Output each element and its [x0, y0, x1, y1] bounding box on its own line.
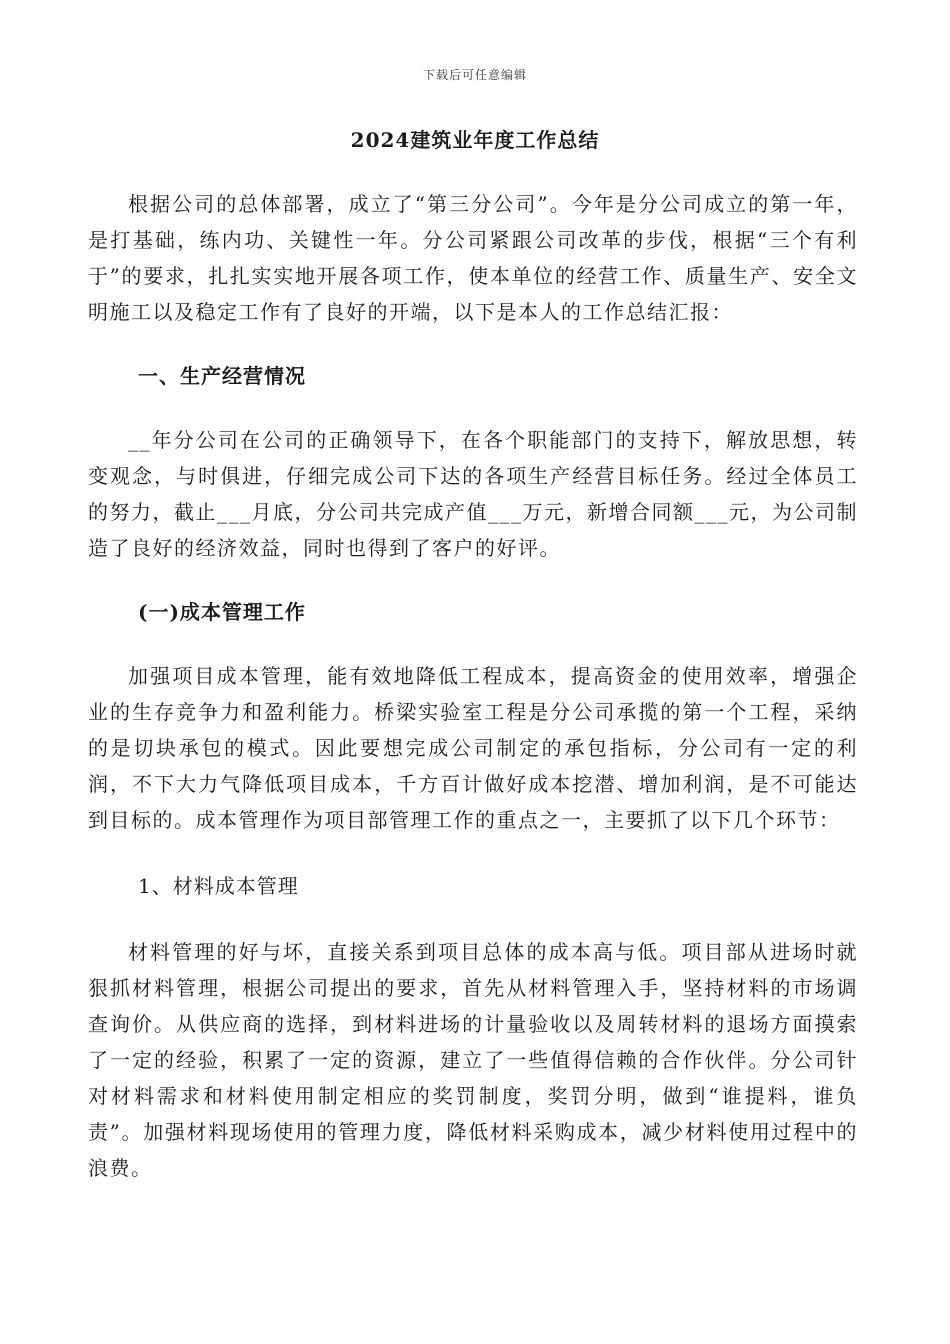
subsection-heading-cost: (一)成本管理工作	[138, 600, 306, 624]
document-body	[88, 186, 858, 1186]
intro-paragraph: 根据公司的总体部署，成立了“第三分公司”。今年是分公司成立的第一年，是打基础，练内功、关键性一年。分公司紧跟公司改革的步伐，根据“三个有利于”的要求，扎扎实实地开展各项工作，使本单位的经营工作、质量生产、安全文明施工以及稳定工作有了良好的开端，以下是本人的工作总结汇报：	[88, 192, 858, 324]
document-title: 2024建筑业年度工作总结	[350, 128, 600, 152]
section-paragraph-production: __年分公司在公司的正确领导下，在各个职能部门的支持下，解放思想，转变观念，与时俱进，仔细完成公司下达的各项生产经营目标任务。经过全体员工的努力，截止___月底，分公司共完成产值___万元，新增合同额___元，为公司制造了良好的经济效益，同时也得到了客户的好评。	[88, 428, 858, 560]
section-heading-production: 一、生产经营情况	[138, 364, 306, 388]
header-note: 下载后可任意编辑	[422, 68, 527, 82]
item-heading-material: 1、材料成本管理	[138, 874, 299, 898]
subsection-paragraph-cost: 加强项目成本管理，能有效地降低工程成本，提高资金的使用效率，增强企业的生存竞争力和盈利能力。桥梁实验室工程是分公司承揽的第一个工程，采纳的是切块承包的模式。因此要想完成公司制定的承包指标，分公司有一定的利润，不下大力气降低项目成本，千方百计做好成本挖潜、增加利润，是不可能达到目标的。成本管理作为项目部管理工作的重点之一，主要抓了以下几个环节：	[88, 664, 858, 832]
item-paragraph-material: 材料管理的好与坏，直接关系到项目总体的成本高与低。项目部从进场时就狠抓材料管理，根据公司提出的要求，首先从材料管理入手，坚持材料的市场调查询价。从供应商的选择，到材料进场的计量验收以及周转材料的退场方面摸索了一定的经验，积累了一定的资源，建立了一些值得信赖的合作伙伴。分公司针对材料需求和材料使用制定相应的奖罚制度，奖罚分明，做到“谁提料，谁负责”。加强材料现场使用的管理力度，降低材料采购成本，减少材料使用过程中的浪费。	[88, 940, 858, 1180]
